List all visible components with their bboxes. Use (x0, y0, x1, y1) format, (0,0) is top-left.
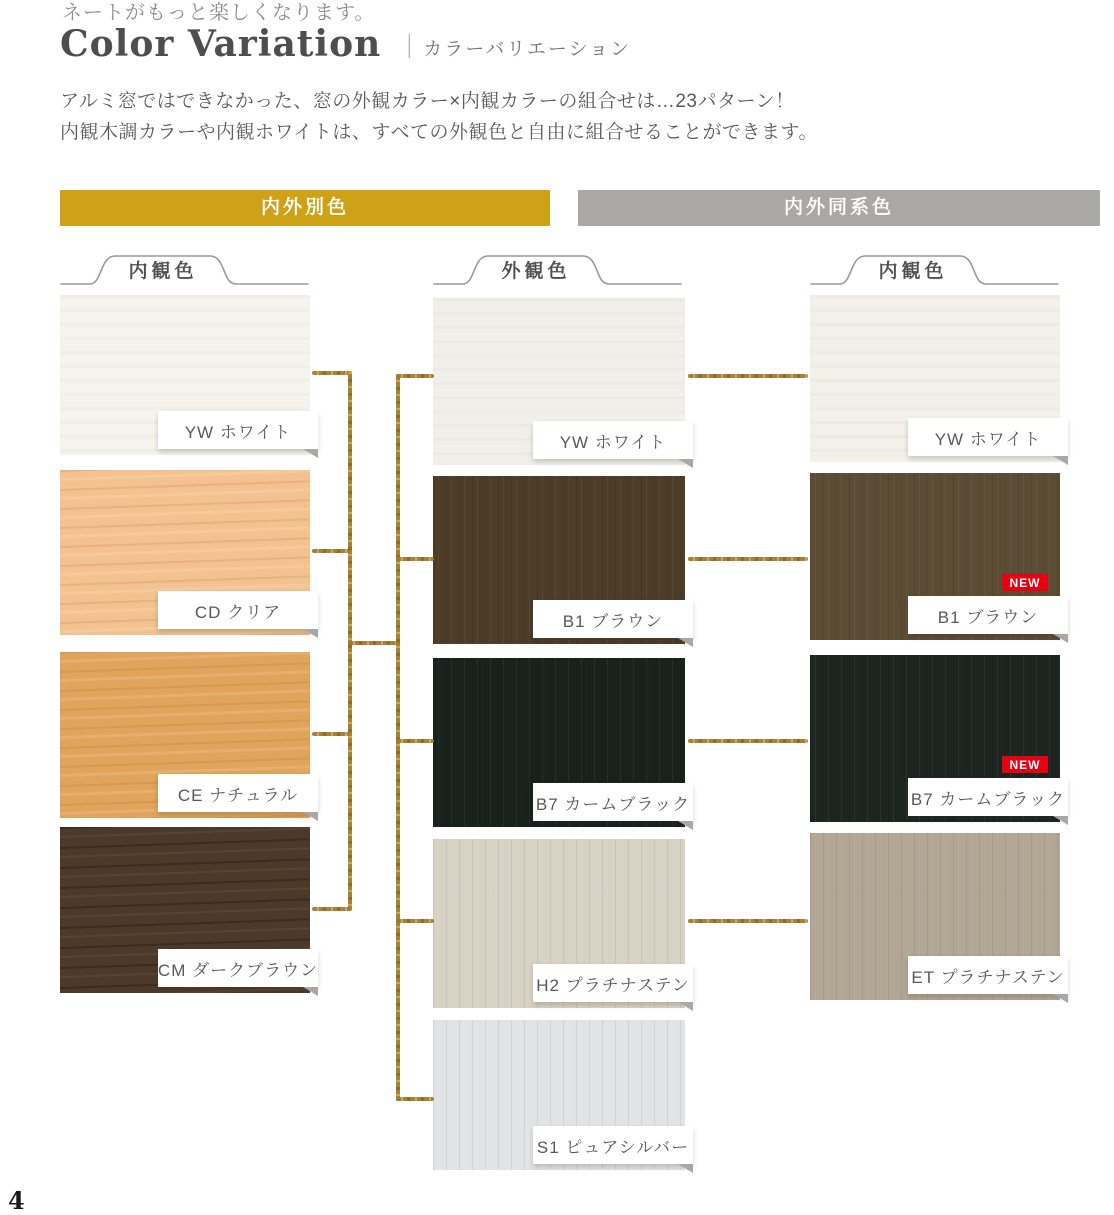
connector-same-platinum (688, 919, 808, 923)
swatch-cd-clear (60, 470, 310, 635)
swatch-label: S1 ピュアシルバー (536, 1137, 690, 1157)
connector-stub-left-cm (312, 907, 350, 911)
swatch-h2-platinum-stain (433, 839, 690, 1008)
swatch-label: ET プラチナステン (911, 967, 1065, 987)
section-bar-same-colors (578, 190, 1100, 226)
swatch-label-plate (533, 964, 693, 1002)
connector-stub-right-h2 (396, 919, 434, 923)
plate-fold-corner (678, 1164, 693, 1173)
swatch-b7-calm-black-exterior (433, 658, 691, 827)
swatch-s1-pure-silver (433, 1020, 690, 1170)
page-title (60, 23, 632, 65)
swatch-label-plate (908, 418, 1068, 456)
top-clipped-text: ネートがもっと楽しくなります。 (62, 2, 376, 24)
swatch-b1-brown-exterior (433, 476, 685, 644)
swatch-label-plate (158, 411, 318, 449)
plate-fold-corner (303, 629, 318, 638)
connector-same-b7 (688, 739, 808, 743)
swatch-label-plate (908, 956, 1068, 994)
tab-label: 内観色 (878, 261, 948, 282)
swatch-label-plate (158, 591, 318, 629)
connector-same-yw (688, 374, 808, 378)
connector-stub-right-s1 (396, 1097, 434, 1101)
title-english: Color Variation (60, 23, 382, 65)
plate-fold-corner (678, 459, 693, 468)
swatch-label: CE ナチュラル (177, 785, 299, 805)
swatch-cm-dark-brown (60, 827, 319, 993)
swatch-b7-calm-black-interior (810, 655, 1066, 822)
title-separator: ｜ (397, 34, 422, 61)
plate-fold-corner (1053, 456, 1068, 465)
new-badge: NEW (1002, 574, 1048, 591)
swatch-label-plate (158, 949, 318, 987)
swatch-label: B1 ブラウン (562, 611, 664, 631)
plate-fold-corner (678, 1002, 693, 1011)
swatch-label: CD クリア (194, 602, 282, 622)
connector-same-b1 (688, 557, 808, 561)
swatch-yw-white-exterior (433, 298, 685, 465)
plate-fold-corner (303, 449, 318, 458)
plate-fold-corner (303, 987, 318, 996)
plate-fold-corner (303, 812, 318, 821)
swatch-label: B7 カームブラック (535, 794, 691, 814)
tab-label: 外観色 (501, 261, 571, 282)
plate-fold-corner (678, 821, 693, 830)
tab-interior-color-right (810, 250, 1060, 288)
swatch-label-plate (908, 778, 1068, 816)
swatch-label: YW ホワイト (559, 432, 667, 452)
description (60, 86, 818, 148)
swatch-label-plate (533, 1126, 693, 1164)
swatch-label: YW ホワイト (184, 422, 292, 442)
swatch-yw-white-interior-right (810, 295, 1060, 462)
swatch-label-plate (533, 421, 693, 459)
connector-bridge (348, 641, 400, 645)
section-bar-different-colors (60, 190, 550, 226)
section-bar-label: 内外別色 (260, 197, 349, 218)
section-bar-label: 内外同系色 (783, 197, 894, 218)
swatch-label: YW ホワイト (934, 429, 1042, 449)
tab-interior-color-left (60, 250, 310, 288)
connector-stub-right-yw (396, 374, 434, 378)
plate-fold-corner (678, 638, 693, 647)
swatch-label-plate (533, 783, 693, 821)
swatch-yw-white-interior-left (60, 295, 310, 455)
plate-fold-corner (1053, 634, 1068, 643)
swatch-label: H2 プラチナステン (536, 975, 690, 995)
connector-stub-left-ce (312, 732, 350, 736)
connector-stub-left-yw (312, 371, 350, 375)
plate-fold-corner (1053, 994, 1068, 1003)
plate-fold-corner (1053, 816, 1068, 825)
tab-label: 内観色 (128, 261, 198, 282)
tab-exterior-color (433, 250, 683, 288)
page-number: 4 (8, 1186, 25, 1215)
swatch-label: B7 カームブラック (910, 789, 1066, 809)
title-japanese: カラーバリエーション (423, 39, 632, 60)
description-line-2: 内観木調カラーや内観ホワイトは、すべての外観色と自由に組合せることができます。 (60, 122, 819, 143)
connector-stub-right-b1 (396, 557, 434, 561)
swatch-label: B1 ブラウン (937, 607, 1039, 627)
swatch-label-plate (908, 596, 1068, 634)
connector-vertical-right (396, 374, 400, 1101)
swatch-label-plate (158, 774, 318, 812)
connector-stub-left-cd (312, 549, 350, 553)
swatch-et-platinum-stain (810, 833, 1065, 1000)
swatch-label: CM ダークブラウン (157, 960, 319, 980)
connector-stub-right-b7 (396, 739, 434, 743)
description-line-1: アルミ窓ではできなかった、窓の外観カラー×内観カラーの組合せは…23パターン！ (60, 91, 795, 112)
swatch-label-plate (533, 600, 693, 638)
swatch-b1-brown-interior (810, 473, 1060, 640)
new-badge: NEW (1002, 756, 1048, 773)
swatch-ce-natural (60, 652, 310, 818)
